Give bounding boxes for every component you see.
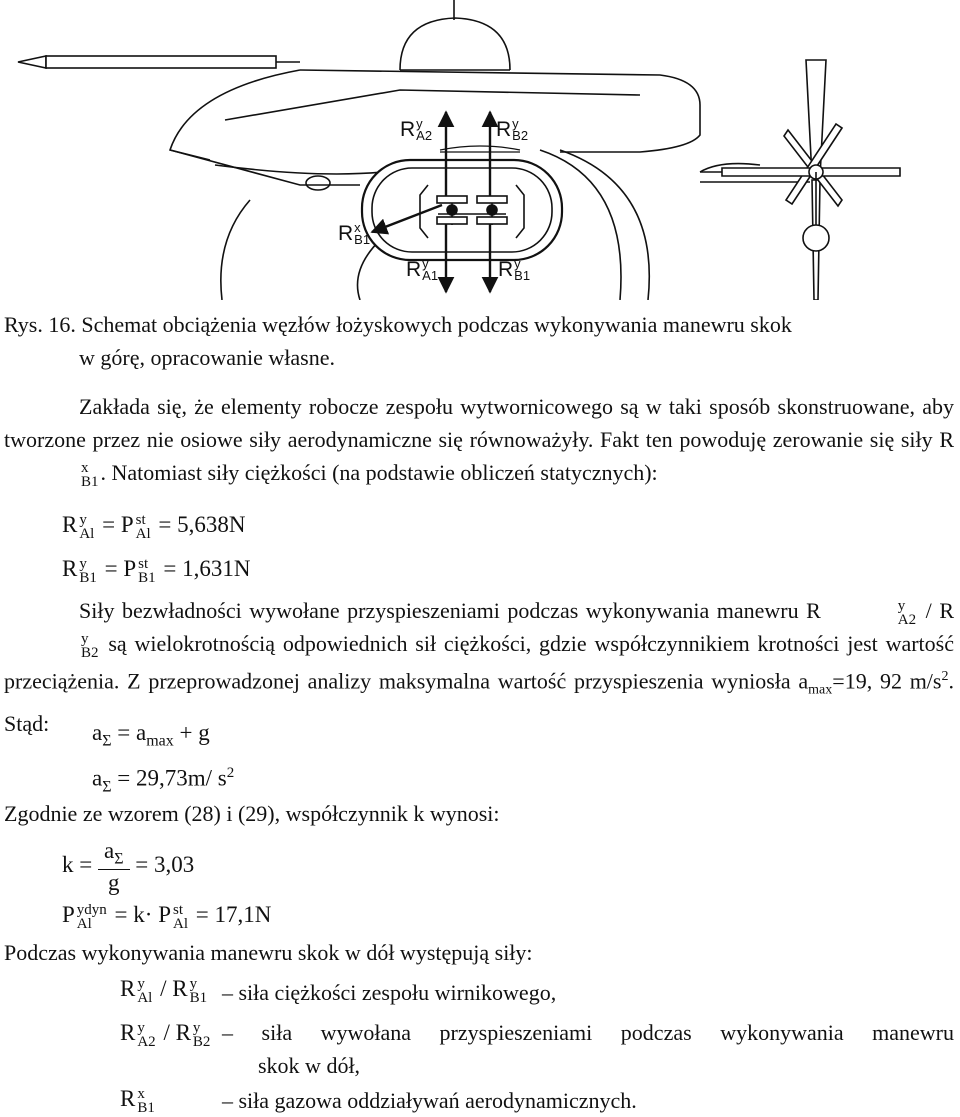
force-item-2: R y A2 / R y B2 bbox=[120, 1019, 211, 1050]
nose-probe bbox=[18, 56, 300, 68]
tail-rotor bbox=[700, 60, 900, 300]
figure-caption-line2: w górę, opracowanie własne. bbox=[79, 345, 335, 370]
label-ra2: R y A2 bbox=[400, 116, 433, 144]
force-item-1-desc: – siła ciężkości zespołu wirnikowego, bbox=[222, 980, 557, 1005]
label-rb1: R y B1 bbox=[498, 256, 531, 284]
force-item-2-desc-cont: skok w dół, bbox=[258, 1053, 361, 1078]
rotor-hub bbox=[400, 0, 510, 70]
label-rb1x: R x B1 bbox=[338, 220, 371, 248]
line-forces-intro: Podczas wykonywania manewru skok w dół występują siły: bbox=[4, 940, 533, 965]
force-item-2-desc: – siła wywołana przyspieszeniami podczas wykonywania manewru bbox=[222, 1020, 954, 1045]
line-coefficient: Zgodnie ze wzorem (28) i (29), współczynnik k wynosi: bbox=[4, 801, 500, 826]
equation-k: k = $\frac{a_\Sigma}{g}$ = 3,03 bbox=[62, 838, 195, 895]
force-item-3: R x B1 bbox=[120, 1085, 155, 1116]
label-rb2: R y B2 bbox=[496, 116, 529, 144]
label-ra1: R y A1 bbox=[406, 256, 439, 284]
force-item-3-desc: – siła gazowa oddziaływań aerodynamicznych. bbox=[222, 1088, 637, 1113]
equation-p-dyn: P ydyn Al = k· P st Al = 17,1N bbox=[62, 901, 272, 932]
paragraph-2: Siły bezwładności wywołane przyspieszeniami podczas wykonywania manewru R y A2 / R y B2 są wielokrotnością odpowiednich sił ciężkości, gdzie współczynnikiem krotności jest wartość przeciążenia. Z przeprowadzonej analizy maksymalna wartość przyspieszenia wyniosła $a_{max}=19$, 92 $m/s^2$. Stąd: bbox=[4, 597, 954, 736]
figure-caption-line1: Rys. 16. Schemat obciążenia węzłów łożyskowych podczas wykonywania manewru skok bbox=[4, 312, 792, 337]
equation-ra1: R y Al = P st Al = 5,638N bbox=[62, 511, 246, 542]
equation-a-value: $a_\Sigma = 29,73m/$ $s^2$ bbox=[92, 765, 235, 796]
equation-a-sum: $a_\Sigma = a_{max} + g$ bbox=[92, 720, 210, 750]
helicopter-schematic bbox=[0, 0, 960, 300]
paragraph-1: Zakłada się, że elementy robocze zespołu wytwornicowego są w taki sposób skonstruowane, aby tworzone przez nie osiowe siły aerodynamiczne się równoważyły. Fakt ten powoduję zerowanie się siły R x B1 . Natomiast siły ciężkości (na podstawie obliczeń statycznych): bbox=[4, 394, 954, 490]
force-item-1: R y Al / R y B1 bbox=[120, 975, 208, 1006]
equation-rb1: R y B1 = P st B1 = 1,631N bbox=[62, 555, 251, 586]
